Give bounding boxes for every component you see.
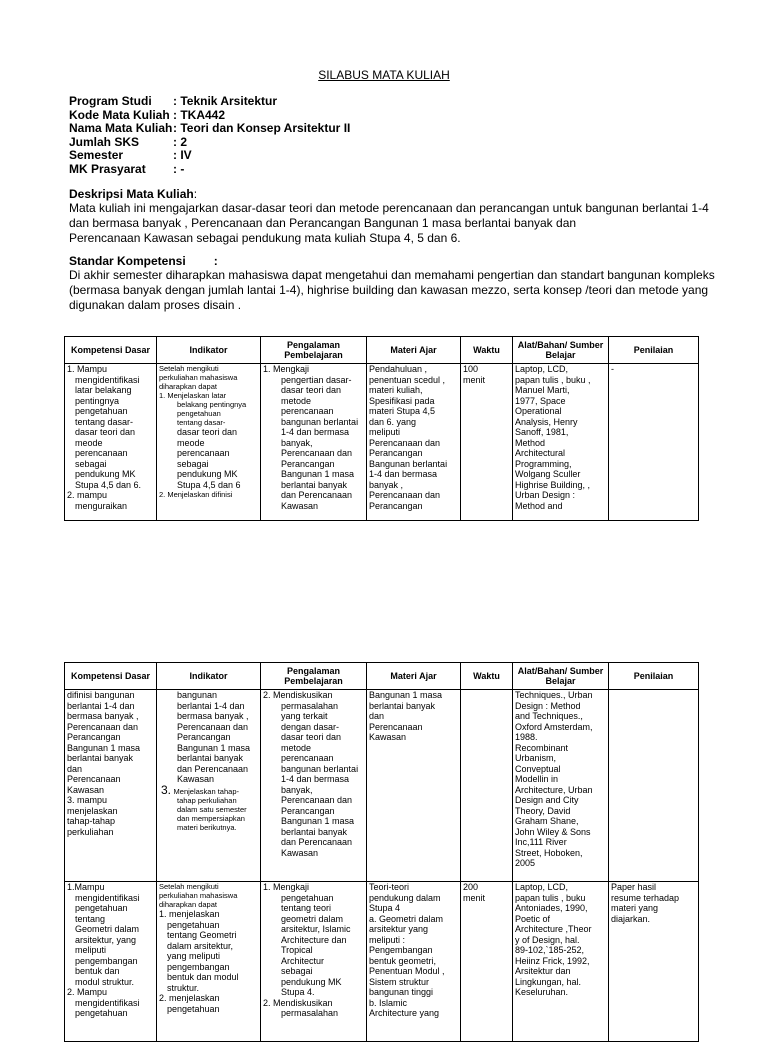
cell-line: perencanaan [177, 448, 230, 458]
cell-line: Architecture, Urban [515, 784, 593, 795]
cell-line: metode [281, 395, 312, 406]
meta-value: : - [173, 161, 185, 176]
cell-line: Perancangan [281, 458, 335, 469]
cell-line: Graham Shane, [515, 816, 579, 826]
cell-line: pengetahuan [177, 409, 221, 418]
cell-line: yang meliputi [167, 951, 221, 961]
cell-line: sebagai [75, 458, 107, 469]
cell-line: bentuk geometri, [369, 955, 437, 966]
cell-line: Bangunan 1 masa [281, 469, 355, 479]
cell-materi [367, 364, 461, 521]
header-waktu: Waktu [461, 337, 513, 364]
cell-line: Analysis, Henry [515, 416, 578, 427]
cell-line: perkuliahan mahasiswa [159, 891, 238, 900]
cell-line: 2. Mampu [67, 987, 108, 997]
cell-line: tentang dasar- [177, 418, 226, 427]
cell-line: pengertian dasar- [281, 374, 352, 385]
standar-colon: : [213, 254, 218, 268]
cell-line: dan [67, 763, 83, 774]
cell-line: Kawasan [281, 847, 319, 858]
cell-line: dalam arsitektur, [167, 940, 234, 951]
cell-line [159, 782, 260, 797]
cell-line: Programming, [515, 458, 572, 469]
cell-line: perkuliahan mahasiswa [159, 373, 238, 382]
cell-line: permasalahan [281, 700, 339, 711]
cell-line: tahap-tahap [67, 816, 116, 826]
cell-line: berlantai banyak [67, 753, 134, 763]
cell-line: Antoniades, 1990, [515, 903, 588, 913]
cell-line: dalam satu semester [177, 805, 247, 814]
cell-penilaian [609, 364, 699, 521]
cell-line: meliputi : [369, 934, 406, 945]
cell-indikator [157, 690, 261, 882]
cell-line: Inc,111 River [515, 837, 567, 847]
cell-line: 1. menjelaskan [159, 909, 220, 919]
cell-line: Perancangan [67, 732, 121, 742]
cell-line: yang terkait [281, 711, 328, 721]
cell-line: Perencanaan [67, 774, 121, 784]
cell-line: b. Islamic [369, 997, 408, 1008]
cell-line: - [611, 364, 614, 374]
cell-line: Pengembangan [369, 945, 433, 955]
cell-line: diharapkan dapat [159, 382, 217, 391]
cell-line: mengidentifikasi [75, 997, 140, 1008]
cell-line: pengetahuan [75, 1008, 128, 1018]
cell-line: Design and City [515, 795, 579, 805]
document-title: SILABUS MATA KULIAH [318, 68, 450, 82]
standar-line: digunakan dalam proses disain . [69, 298, 242, 312]
cell-line: Theory, David [515, 805, 571, 816]
meta-row [69, 95, 350, 109]
cell-line: pengembangan [167, 961, 230, 972]
cell-line: Laptop, LCD, [515, 882, 569, 892]
cell-line: Setelah mengikuti [159, 882, 219, 891]
cell-line: geometri dalam [281, 913, 344, 924]
cell-line: Tropical [281, 945, 313, 955]
cell-line: tentang dasar- [75, 416, 134, 427]
cell-line: Method [515, 437, 546, 448]
cell-pengalaman [261, 882, 367, 1042]
cell-line: Modellin in [515, 774, 559, 784]
cell-indikator [157, 882, 261, 1042]
cell-kompetensi [65, 882, 157, 1042]
table-row [65, 882, 699, 1042]
meta-row [69, 149, 350, 163]
cell-line: Sanoff, 1981, [515, 427, 569, 437]
cell-line: Pendahuluan , [369, 364, 428, 374]
cell-line: pendukung MK [177, 469, 238, 479]
cell-penilaian [609, 690, 699, 882]
cell-line: Setelah mengikuti [159, 364, 219, 373]
cell-line: 1.Mampu [67, 882, 105, 892]
header-indikator: Indikator [157, 663, 261, 690]
meta-label: Program Studi [69, 94, 152, 108]
cell-line: menit [463, 892, 486, 903]
cell-line: Conveptual [515, 763, 561, 774]
cell-line: pengetahuan [167, 1003, 220, 1014]
cell-line: 2. Mendiskusikan [263, 690, 333, 700]
meta-label: Semester [69, 148, 124, 162]
deskripsi-line: Perencanaan Kawasan sebagai pendukung mata kuliah Stupa 4, 5 dan 6. [69, 231, 461, 245]
cell-line: menguraikan [75, 500, 128, 511]
deskripsi-line: dan bermasa banyak , Perencanaan dan Perancangan Bangunan 1 masa berlantai banyak dan [69, 216, 577, 230]
cell-line: Architectural [515, 448, 566, 458]
cell-line: Stupa 4,5 dan 6. [75, 479, 142, 490]
header-alat: Alat/Bahan/ Sumber Belajar [513, 663, 609, 690]
cell-line: sebagai [281, 966, 313, 976]
cell-line: Bangunan 1 masa [281, 816, 355, 826]
cell-line: Bangunan berlantai [369, 458, 448, 469]
cell-line: Keseluruhan. [515, 987, 569, 997]
course-meta [69, 95, 350, 176]
cell-line: bangunan tinggi [369, 987, 434, 997]
cell-line: dasar teori dan [177, 427, 238, 437]
meta-label: Kode Mata Kuliah [69, 107, 170, 122]
cell-line: Highrise Building, , [515, 479, 591, 490]
cell-line: Operational [515, 406, 562, 416]
cell-line: Architecture ,Theor [515, 924, 592, 934]
cell-line: meliputi [75, 945, 107, 955]
cell-penilaian [609, 882, 699, 1042]
cell-line: Bangunan 1 masa [369, 690, 443, 700]
cell-line: Techniques., Urban [515, 690, 593, 700]
cell-line: bentuk dan [75, 966, 120, 976]
cell-line: dasar teori dan [281, 732, 342, 742]
cell-line: Kawasan [67, 784, 105, 795]
cell-line: Perancangan [281, 805, 335, 816]
cell-line: dan Perencanaan [281, 490, 353, 500]
cell-line: pendukung MK [75, 469, 136, 479]
cell-line: Kawasan [177, 774, 215, 784]
cell-line: Paper hasil [611, 882, 657, 892]
cell-indikator [157, 364, 261, 521]
cell-line: Urbanism, [515, 753, 557, 763]
cell-materi [367, 690, 461, 882]
cell-line: mengidentifikasi [75, 892, 140, 903]
deskripsi-body [69, 201, 709, 246]
cell-line: tentang teori [281, 903, 332, 913]
cell-line: Perancangan [369, 448, 423, 458]
cell-line: bentuk dan modul [167, 972, 239, 982]
cell-line: papan tulis , buku [515, 892, 586, 903]
cell-line: struktur. [167, 982, 200, 993]
meta-row [69, 122, 350, 136]
cell-line: Method and [515, 500, 563, 511]
cell-line: perencanaan [281, 753, 334, 763]
cell-line: Lingkungan, hal. [515, 976, 582, 987]
deskripsi-heading [69, 187, 197, 201]
cell-line: 3. mampu [67, 795, 108, 805]
table-header-row [65, 663, 699, 690]
cell-line: berlantai banyak [281, 826, 348, 837]
cell-line: banyak, [281, 784, 313, 795]
header-materi: Materi Ajar [367, 663, 461, 690]
cell-line: diajarkan. [611, 913, 651, 924]
cell-line: materi yang [611, 903, 659, 913]
meta-label: Nama Mata Kuliah [69, 121, 173, 135]
header-kompetensi: Kompetensi Dasar [65, 337, 157, 364]
cell-line: berlantai banyak [281, 479, 348, 490]
cell-line: 200 [463, 882, 479, 892]
meta-value: : 2 [173, 134, 188, 149]
header-penilaian: Penilaian [609, 337, 699, 364]
standar-line: Di akhir semester diharapkan mahasiswa dapat mengetahui dan memahami pengertian dan standart bangunan kompleks [69, 268, 715, 282]
table-header-row [65, 337, 699, 364]
cell-line: resume terhadap [611, 892, 680, 903]
cell-line: berlantai 1-4 dan [177, 700, 245, 711]
cell-line: perencanaan [281, 406, 334, 416]
cell-line: Poetic of [515, 913, 551, 924]
cell-line: 89-102,`185-252, [515, 945, 585, 955]
cell-alat [513, 882, 609, 1042]
cell-line: banyak , [369, 479, 404, 490]
cell-line: Urban Design : [515, 490, 576, 500]
cell-line: Stupa 4,5 dan 6 [177, 479, 241, 490]
cell-line: Stupa 4. [281, 987, 315, 997]
cell-line: arsitektur, Islamic [281, 924, 351, 934]
cell-line: materi Stupa 4,5 [369, 406, 436, 416]
cell-line: materi berikutnya. [177, 823, 237, 832]
cell-pengalaman [261, 690, 367, 882]
cell-line: 2. mampu [67, 490, 108, 500]
cell-line: berlantai banyak [369, 700, 436, 711]
cell-line: Perencanaan dan [369, 490, 441, 500]
cell-line: meliputi [369, 427, 401, 437]
cell-alat [513, 690, 609, 882]
table-row [65, 364, 699, 521]
cell-line: arsitektur yang [369, 924, 429, 934]
cell-line: pentingnya [75, 395, 120, 406]
cell-line: 2. menjelaskan [159, 993, 220, 1003]
header-pengalaman: Pengalaman Pembelajaran [261, 337, 367, 364]
header-indikator: Indikator [157, 337, 261, 364]
item-number: 3. [161, 782, 172, 797]
cell-line: materi kuliah, [369, 385, 423, 395]
cell-line: Kawasan [369, 732, 407, 742]
meta-value: : IV [173, 148, 192, 162]
cell-line: Geometri dalam [75, 924, 140, 934]
cell-line: difinisi bangunan [67, 690, 135, 700]
cell-line: pengetahuan [75, 406, 128, 416]
cell-line: 2. Mendiskusikan [263, 997, 333, 1008]
cell-line: pengembangan [75, 955, 138, 966]
cell-line: menjelaskan [67, 805, 118, 816]
meta-row [69, 136, 350, 150]
cell-line: bermasa banyak , [177, 711, 249, 721]
cell-line: Perancangan [369, 500, 423, 511]
cell-line: Perencanaan dan [67, 721, 139, 732]
cell-line: belakang pentingnya [177, 400, 247, 409]
meta-label: MK Prasyarat [69, 161, 146, 176]
cell-line: mengidentifikasi [75, 374, 140, 385]
cell-line: dan Perencanaan [177, 763, 249, 774]
cell-line: 1988. [515, 732, 538, 742]
syllabus-table-1 [64, 336, 699, 521]
cell-line: Stupa 4 [369, 903, 401, 913]
cell-line: Bangunan 1 masa [67, 742, 141, 753]
cell-line: permasalahan [281, 1008, 339, 1018]
cell-line: 1-4 dan bermasa [281, 774, 350, 784]
cell-line: Spesifikasi pada [369, 395, 435, 406]
cell-line: metode [281, 742, 312, 753]
cell-line: dasar teori dan [75, 427, 136, 437]
deskripsi-heading-text: Deskripsi Mata Kuliah [69, 187, 194, 201]
cell-materi [367, 882, 461, 1042]
cell-line: dan [369, 711, 385, 721]
header-pengalaman: Pengalaman Pembelajaran [261, 663, 367, 690]
cell-line: banyak, [281, 437, 313, 448]
cell-line: dasar teori dan [281, 385, 342, 395]
cell-line: Sistem struktur [369, 976, 430, 987]
cell-line: meode [177, 437, 205, 448]
cell-line: dan 6. yang [369, 416, 417, 427]
meta-value: : Teori dan Konsep Arsitektur II [173, 121, 351, 135]
cell-line: 2. Menjelaskan difinisi [159, 490, 233, 499]
cell-line: dan mempersiapkan [177, 814, 245, 823]
cell-line: Architecture dan [281, 934, 347, 945]
cell-line: 1. Mampu [67, 364, 108, 374]
cell-line: Arsitektur dan [515, 966, 571, 976]
cell-line: perencanaan [75, 448, 128, 458]
cell-line: Perancangan [177, 732, 231, 742]
cell-line: pengetahuan [75, 903, 128, 913]
cell-line: diharapkan dapat [159, 900, 217, 909]
header-kompetensi: Kompetensi Dasar [65, 663, 157, 690]
cell-line: dan Perencanaan [281, 837, 353, 847]
cell-line: 1. Menjelaskan latar [159, 391, 227, 400]
cell-line: Penentuan Modul , [369, 966, 445, 976]
standar-heading [69, 254, 218, 268]
cell-waktu [461, 364, 513, 521]
deskripsi-line: Mata kuliah ini mengajarkan dasar-dasar teori dan metode perencanaan dan perancangan untuk bangunan berlantai 1-4 [69, 201, 709, 215]
cell-line: pengetahuan [281, 892, 334, 903]
cell-line: Perencanaan dan [369, 437, 441, 448]
cell-kompetensi [65, 690, 157, 882]
cell-line: John Wiley & Sons [515, 826, 591, 837]
cell-line: 1. Mengkaji [263, 882, 310, 892]
meta-row [69, 109, 350, 123]
cell-line: berlantai banyak [177, 753, 244, 763]
cell-waktu [461, 882, 513, 1042]
cell-line: sebagai [177, 458, 209, 469]
cell-line: Kawasan [281, 500, 319, 511]
cell-line: y of Design, hal. [515, 934, 580, 945]
cell-kompetensi [65, 364, 157, 521]
cell-line: a. Geometri dalam [369, 913, 444, 924]
cell-line: 1-4 dan bermasa [369, 469, 438, 479]
cell-line: Architectur [281, 955, 325, 966]
cell-line: penentuan scedul , [369, 374, 446, 385]
cell-line: Teori-teori [369, 882, 410, 892]
cell-line: Street, Hoboken, [515, 847, 583, 858]
cell-line: Recombinant [515, 742, 569, 753]
header-waktu: Waktu [461, 663, 513, 690]
header-materi: Materi Ajar [367, 337, 461, 364]
cell-line: Wolgang Sculler [515, 469, 581, 479]
cell-line: bangunan berlantai [281, 763, 359, 774]
cell-line: arsitektur, yang [75, 934, 137, 945]
cell-line: papan tulis , buku , [515, 374, 591, 385]
item-text: Menjelaskan tahap- [173, 786, 239, 796]
cell-line: Perencanaan dan [177, 721, 249, 732]
cell-line: Perencanaan [369, 721, 423, 732]
meta-row [69, 163, 350, 177]
standar-body [69, 268, 715, 313]
meta-label: Jumlah SKS [69, 134, 140, 149]
header-penilaian: Penilaian [609, 663, 699, 690]
cell-line: berlantai 1-4 dan [67, 700, 135, 711]
cell-line: Architecture yang [369, 1008, 440, 1018]
cell-line: tentang [75, 913, 106, 924]
cell-alat [513, 364, 609, 521]
cell-line: latar belakang [75, 385, 132, 395]
cell-line: 1977, Space [515, 395, 566, 406]
cell-line: Heiinz Frick, 1992, [515, 955, 590, 966]
cell-line: Manuel Marti, [515, 385, 570, 395]
cell-line: Oxford Amsterdam, [515, 721, 593, 732]
cell-line: bermasa banyak , [67, 711, 139, 721]
cell-line: dengan dasar- [281, 721, 340, 732]
cell-line: tahap perkuliahan [177, 796, 237, 805]
cell-line: pengetahuan [167, 919, 220, 930]
cell-line: and Techniques., [515, 711, 583, 721]
cell-line: pendukung MK [281, 976, 342, 987]
meta-value: : Teknik Arsitektur [173, 94, 278, 108]
cell-line: Perencanaan dan [281, 795, 353, 805]
cell-line: pendukung dalam [369, 892, 441, 903]
cell-line: meode [75, 437, 103, 448]
cell-line: tentang Geometri [167, 930, 237, 940]
cell-line: bangunan [177, 690, 218, 700]
cell-line: perkuliahan [67, 826, 114, 837]
cell-line: Laptop, LCD, [515, 364, 569, 374]
cell-line: modul struktur. [75, 976, 135, 987]
cell-line: menit [463, 374, 486, 385]
standar-heading-text: Standar Kompetensi [69, 254, 186, 268]
meta-value: : TKA442 [173, 107, 226, 122]
cell-pengalaman [261, 364, 367, 521]
cell-line: Perencanaan dan [281, 448, 353, 458]
table-row [65, 690, 699, 882]
header-alat: Alat/Bahan/ Sumber Belajar [513, 337, 609, 364]
syllabus-table-2 [64, 662, 699, 1042]
cell-waktu [461, 690, 513, 882]
cell-line: 1-4 dan bermasa [281, 427, 350, 437]
cell-line: 100 [463, 364, 479, 374]
cell-line: Design : Method [515, 700, 581, 711]
deskripsi-colon: : [193, 187, 198, 201]
cell-line: 1. Mengkaji [263, 364, 310, 374]
cell-line: 2005 [515, 858, 536, 868]
standar-line: (bermasa banyak dengan jumlah lantai 1-4), highrise building dan kawasan mezzo, serta konsep /teori dan metode yang [69, 283, 709, 297]
cell-line: bangunan berlantai [281, 416, 359, 427]
cell-line: Bangunan 1 masa [177, 742, 251, 753]
